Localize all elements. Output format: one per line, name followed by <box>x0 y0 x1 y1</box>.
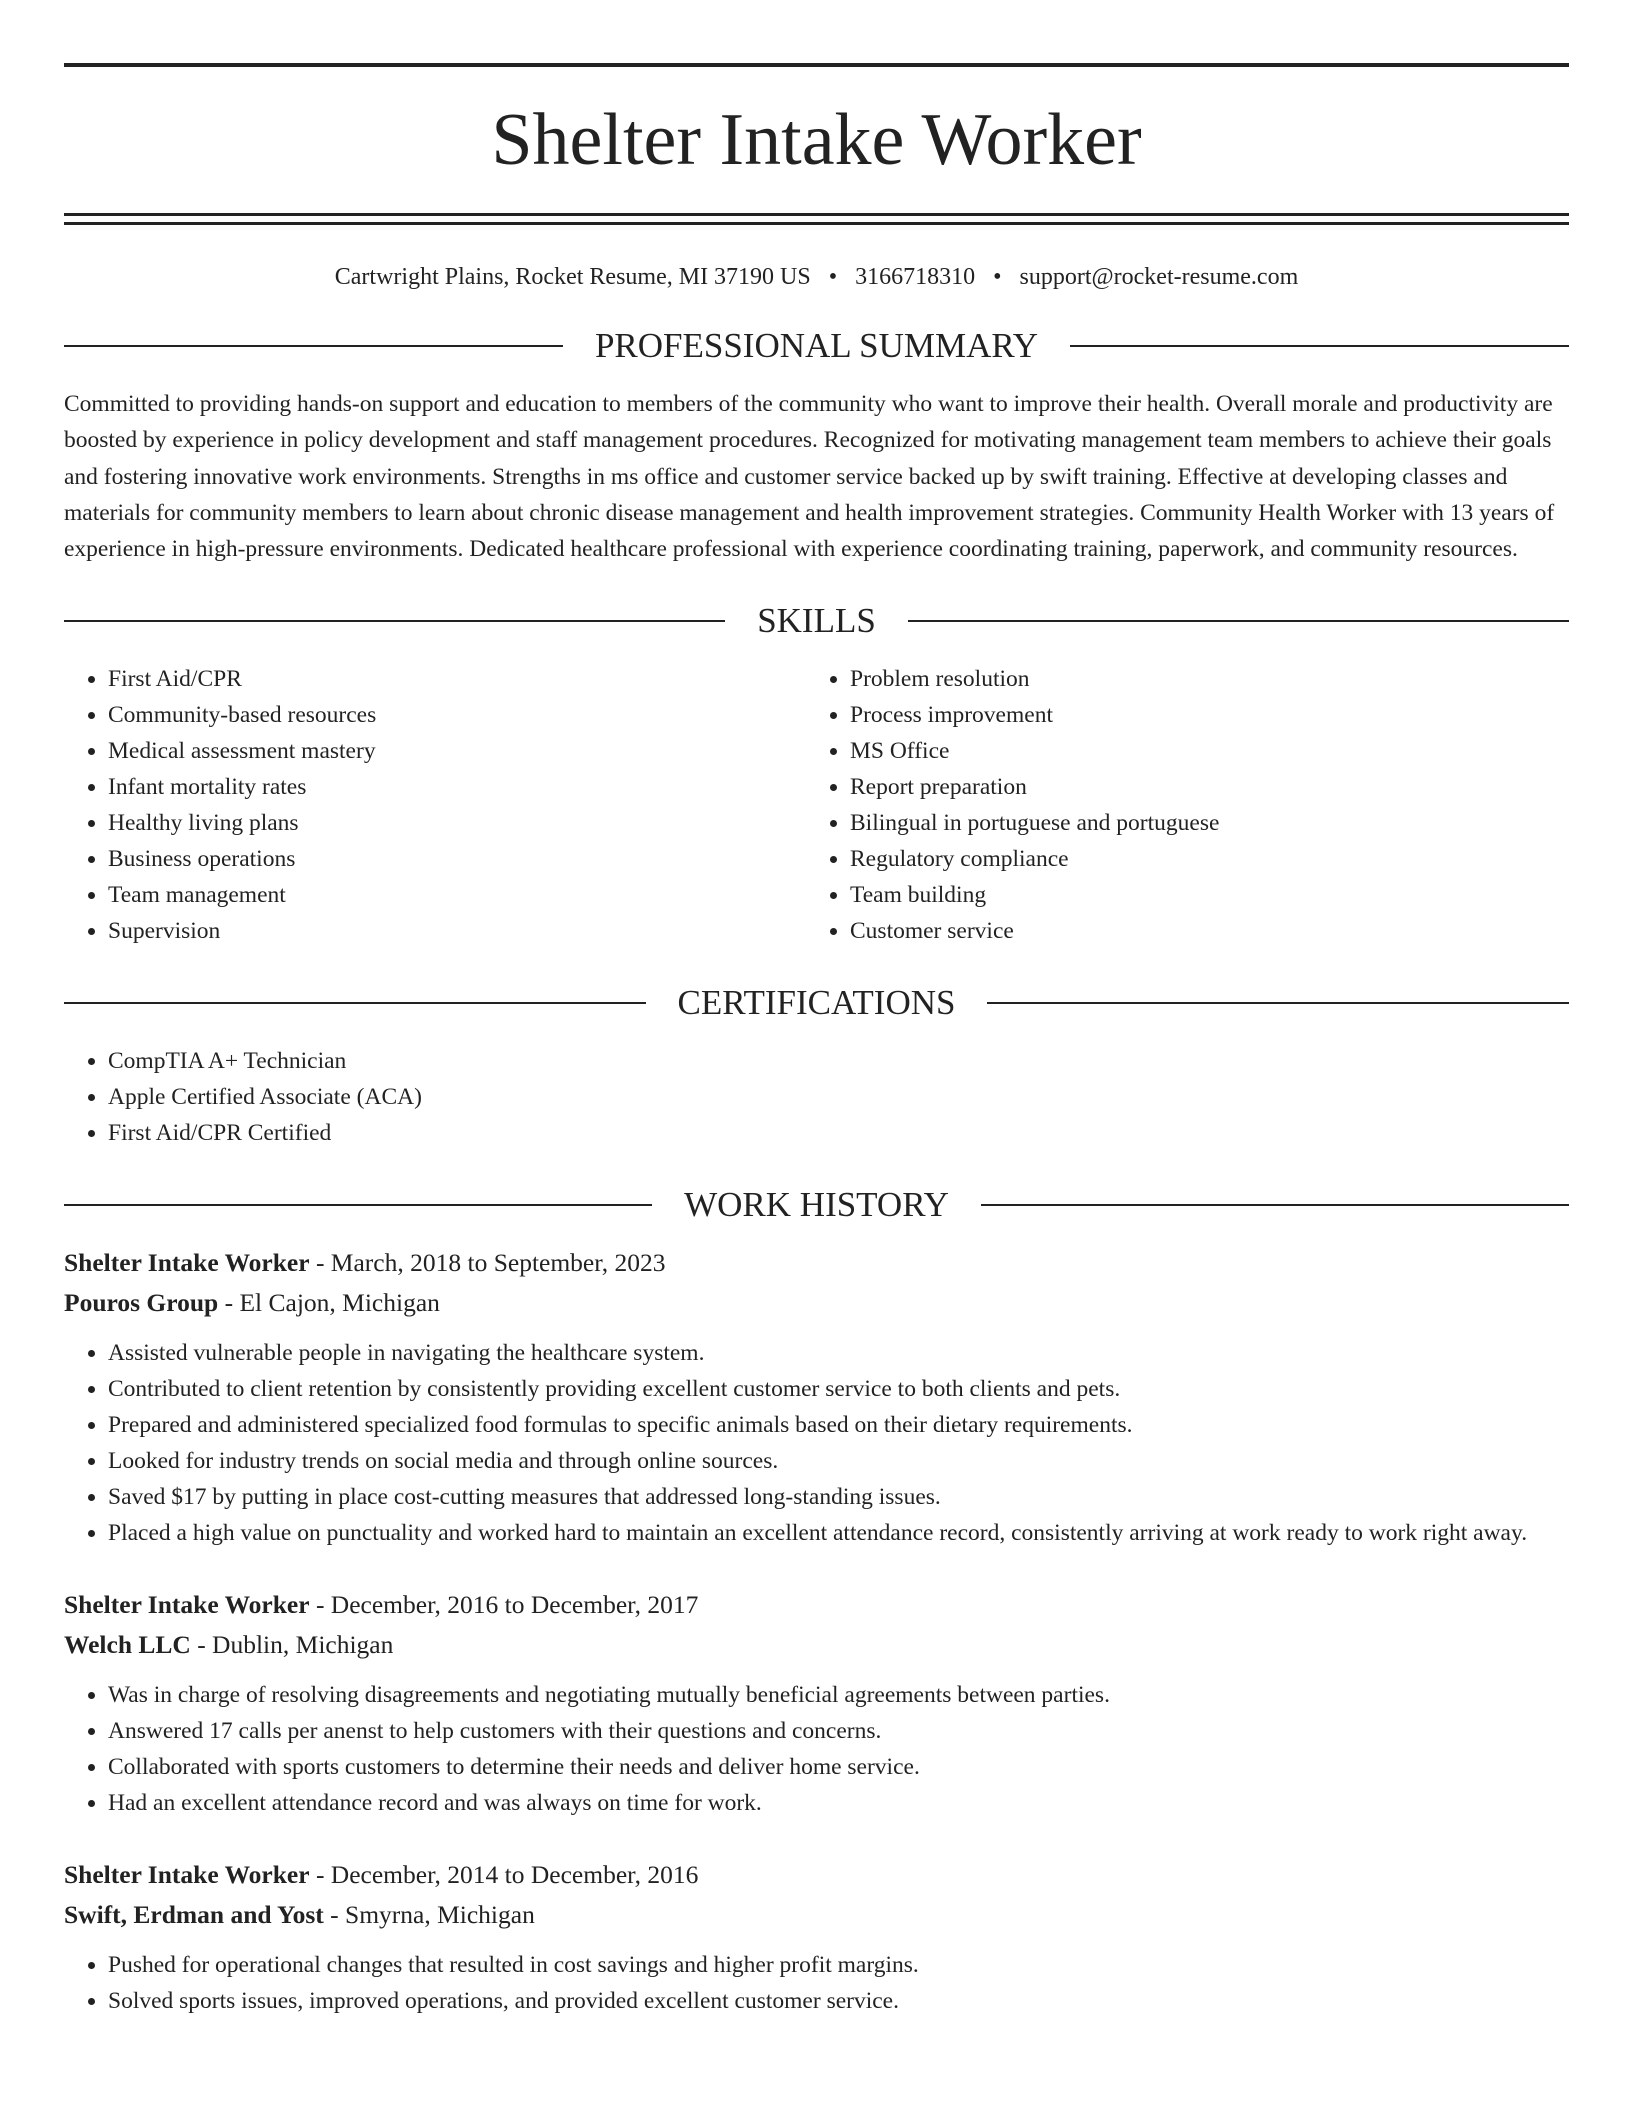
skills-column-left <box>64 661 806 949</box>
skill-item: • Business operations <box>108 841 806 877</box>
job-bullets <box>64 1335 1569 1551</box>
certifications-list <box>64 1043 1569 1151</box>
skill-item: • First Aid/CPR <box>108 661 806 697</box>
section-heading-skills <box>64 601 1569 641</box>
summary-text: Committed to providing hands-on support and education to members of the community who want to improve their health. Overall morale and productivity are boosted by experience in policy development and staff management procedures. Recognized for motivating management team members to achieve their goals and fostering innovative work environments. Strengths in ms office and customer service backed up by swift training. Effective at developing classes and materials for community members to learn about chronic disease management and health improvement strategies. Community Health Worker with 13 years of experience in high-pressure environments. Dedicated healthcare professional with experience coordinating training, paperwork, and community resources. <box>64 391 1555 563</box>
job-location: - El Cajon, Michigan <box>218 1288 440 1318</box>
job-bullet: • Answered 17 calls per anenst to help customers with their questions and concerns. <box>108 1713 1569 1749</box>
section-title: PROFESSIONAL SUMMARY <box>594 326 1039 365</box>
skill-item: • Infant mortality rates <box>108 769 806 805</box>
contact-line <box>64 262 1569 292</box>
skills-grid <box>64 661 1569 949</box>
job-bullet: • Looked for industry trends on social media and through online sources. <box>108 1443 1569 1479</box>
top-rule <box>64 63 1569 67</box>
job-title: Shelter Intake Worker <box>64 1248 310 1278</box>
job-bullet: • Prepared and administered specialized food formulas to specific animals based on their dietary requirements. <box>108 1407 1569 1443</box>
job-title: Shelter Intake Worker <box>64 1860 310 1890</box>
job-bullet: • Placed a high value on punctuality and worked hard to maintain an excellent attendance record, consistently arriving at work ready to work right away. <box>108 1515 1569 1551</box>
job-dates: - December, 2014 to December, 2016 <box>309 1860 699 1890</box>
resume-page <box>64 63 1569 2019</box>
contact-email[interactable]: support@rocket-resume.com <box>1019 264 1299 290</box>
certifications-block <box>64 1043 1569 1151</box>
job-bullet: • Had an excellent attendance record and was always on time for work. <box>108 1785 1569 1821</box>
skill-item: • MS Office <box>850 733 1548 769</box>
job-location: - Dublin, Michigan <box>190 1630 394 1660</box>
job-dates: - March, 2018 to September, 2023 <box>309 1248 666 1278</box>
section-heading-summary <box>64 326 1569 366</box>
heading-rule <box>64 620 725 622</box>
skill-item: • Regulatory compliance <box>850 841 1548 877</box>
job-bullets <box>64 1677 1569 1821</box>
job-company: Pouros Group <box>64 1288 219 1318</box>
section-heading-certifications <box>64 983 1569 1023</box>
certification-item: • CompTIA A+ Technician <box>108 1043 1569 1079</box>
skill-item: • Customer service <box>850 913 1548 949</box>
job-bullet: • Pushed for operational changes that resulted in cost savings and higher profit margins. <box>108 1947 1569 1983</box>
job-bullet: • Collaborated with sports customers to determine their needs and deliver home service. <box>108 1749 1569 1785</box>
skill-item: • Community-based resources <box>108 697 806 733</box>
job-bullet: • Solved sports issues, improved operations, and provided excellent customer service. <box>108 1983 1569 2019</box>
contact-address: Cartwright Plains, Rocket Resume, MI 37190 US <box>334 264 811 290</box>
job-bullet: • Assisted vulnerable people in navigating the healthcare system. <box>108 1335 1569 1371</box>
contact-separator: • <box>828 264 838 290</box>
job-entry <box>64 1585 1569 1821</box>
skill-item: • Problem resolution <box>850 661 1548 697</box>
contact-phone[interactable]: 3166718310 <box>855 264 976 290</box>
heading-rule <box>987 1002 1569 1004</box>
skill-item: • Bilingual in portuguese and portuguese <box>850 805 1548 841</box>
job-entry <box>64 1855 1569 2019</box>
contact-separator: • <box>993 264 1002 290</box>
job-bullet: • Saved $17 by putting in place cost-cutting measures that addressed long-standing issues. <box>108 1479 1569 1515</box>
job-company: Swift, Erdman and Yost <box>64 1900 324 1930</box>
heading-rule <box>981 1204 1569 1206</box>
job-entry <box>64 1243 1569 1551</box>
job-bullet: • Contributed to client retention by consistently providing excellent customer service to both clients and pets. <box>108 1371 1569 1407</box>
job-location: - Smyrna, Michigan <box>323 1900 535 1930</box>
job-title-line <box>64 1243 1569 1283</box>
heading-rule <box>64 345 563 347</box>
certification-item: • Apple Certified Associate (ACA) <box>108 1079 1569 1115</box>
certification-item: • First Aid/CPR Certified <box>108 1115 1569 1151</box>
heading-rule <box>64 1002 646 1004</box>
skills-column-right <box>806 661 1548 949</box>
section-title: WORK HISTORY <box>684 1185 949 1225</box>
resume-title: Shelter Intake Worker <box>491 99 1142 181</box>
section-title: SKILLS <box>757 601 876 641</box>
heading-rule <box>64 1204 652 1206</box>
job-company: Welch LLC <box>64 1630 191 1660</box>
skills-list-right <box>806 661 1548 949</box>
job-company-line <box>64 1625 1569 1665</box>
skill-item: • Team building <box>850 877 1548 913</box>
skill-item: • Medical assessment mastery <box>108 733 806 769</box>
job-company-line <box>64 1895 1569 1935</box>
section-title: CERTIFICATIONS <box>677 983 956 1023</box>
job-company-line <box>64 1283 1569 1323</box>
title-rule-upper <box>64 213 1569 216</box>
heading-rule <box>1070 345 1569 347</box>
title-rule-lower <box>64 222 1569 225</box>
job-bullet: • Was in charge of resolving disagreements and negotiating mutually beneficial agreements between parties. <box>108 1677 1569 1713</box>
job-title: Shelter Intake Worker <box>64 1590 310 1620</box>
section-heading-work-history <box>64 1185 1569 1225</box>
job-title-line <box>64 1585 1569 1625</box>
job-title-line <box>64 1855 1569 1895</box>
heading-rule <box>908 620 1569 622</box>
job-dates: - December, 2016 to December, 2017 <box>309 1590 699 1620</box>
job-bullets <box>64 1947 1569 2019</box>
skill-item: • Report preparation <box>850 769 1548 805</box>
skill-item: • Process improvement <box>850 697 1548 733</box>
skill-item: • Team management <box>108 877 806 913</box>
skills-list-left <box>64 661 806 949</box>
skill-item: • Healthy living plans <box>108 805 806 841</box>
skill-item: • Supervision <box>108 913 806 949</box>
